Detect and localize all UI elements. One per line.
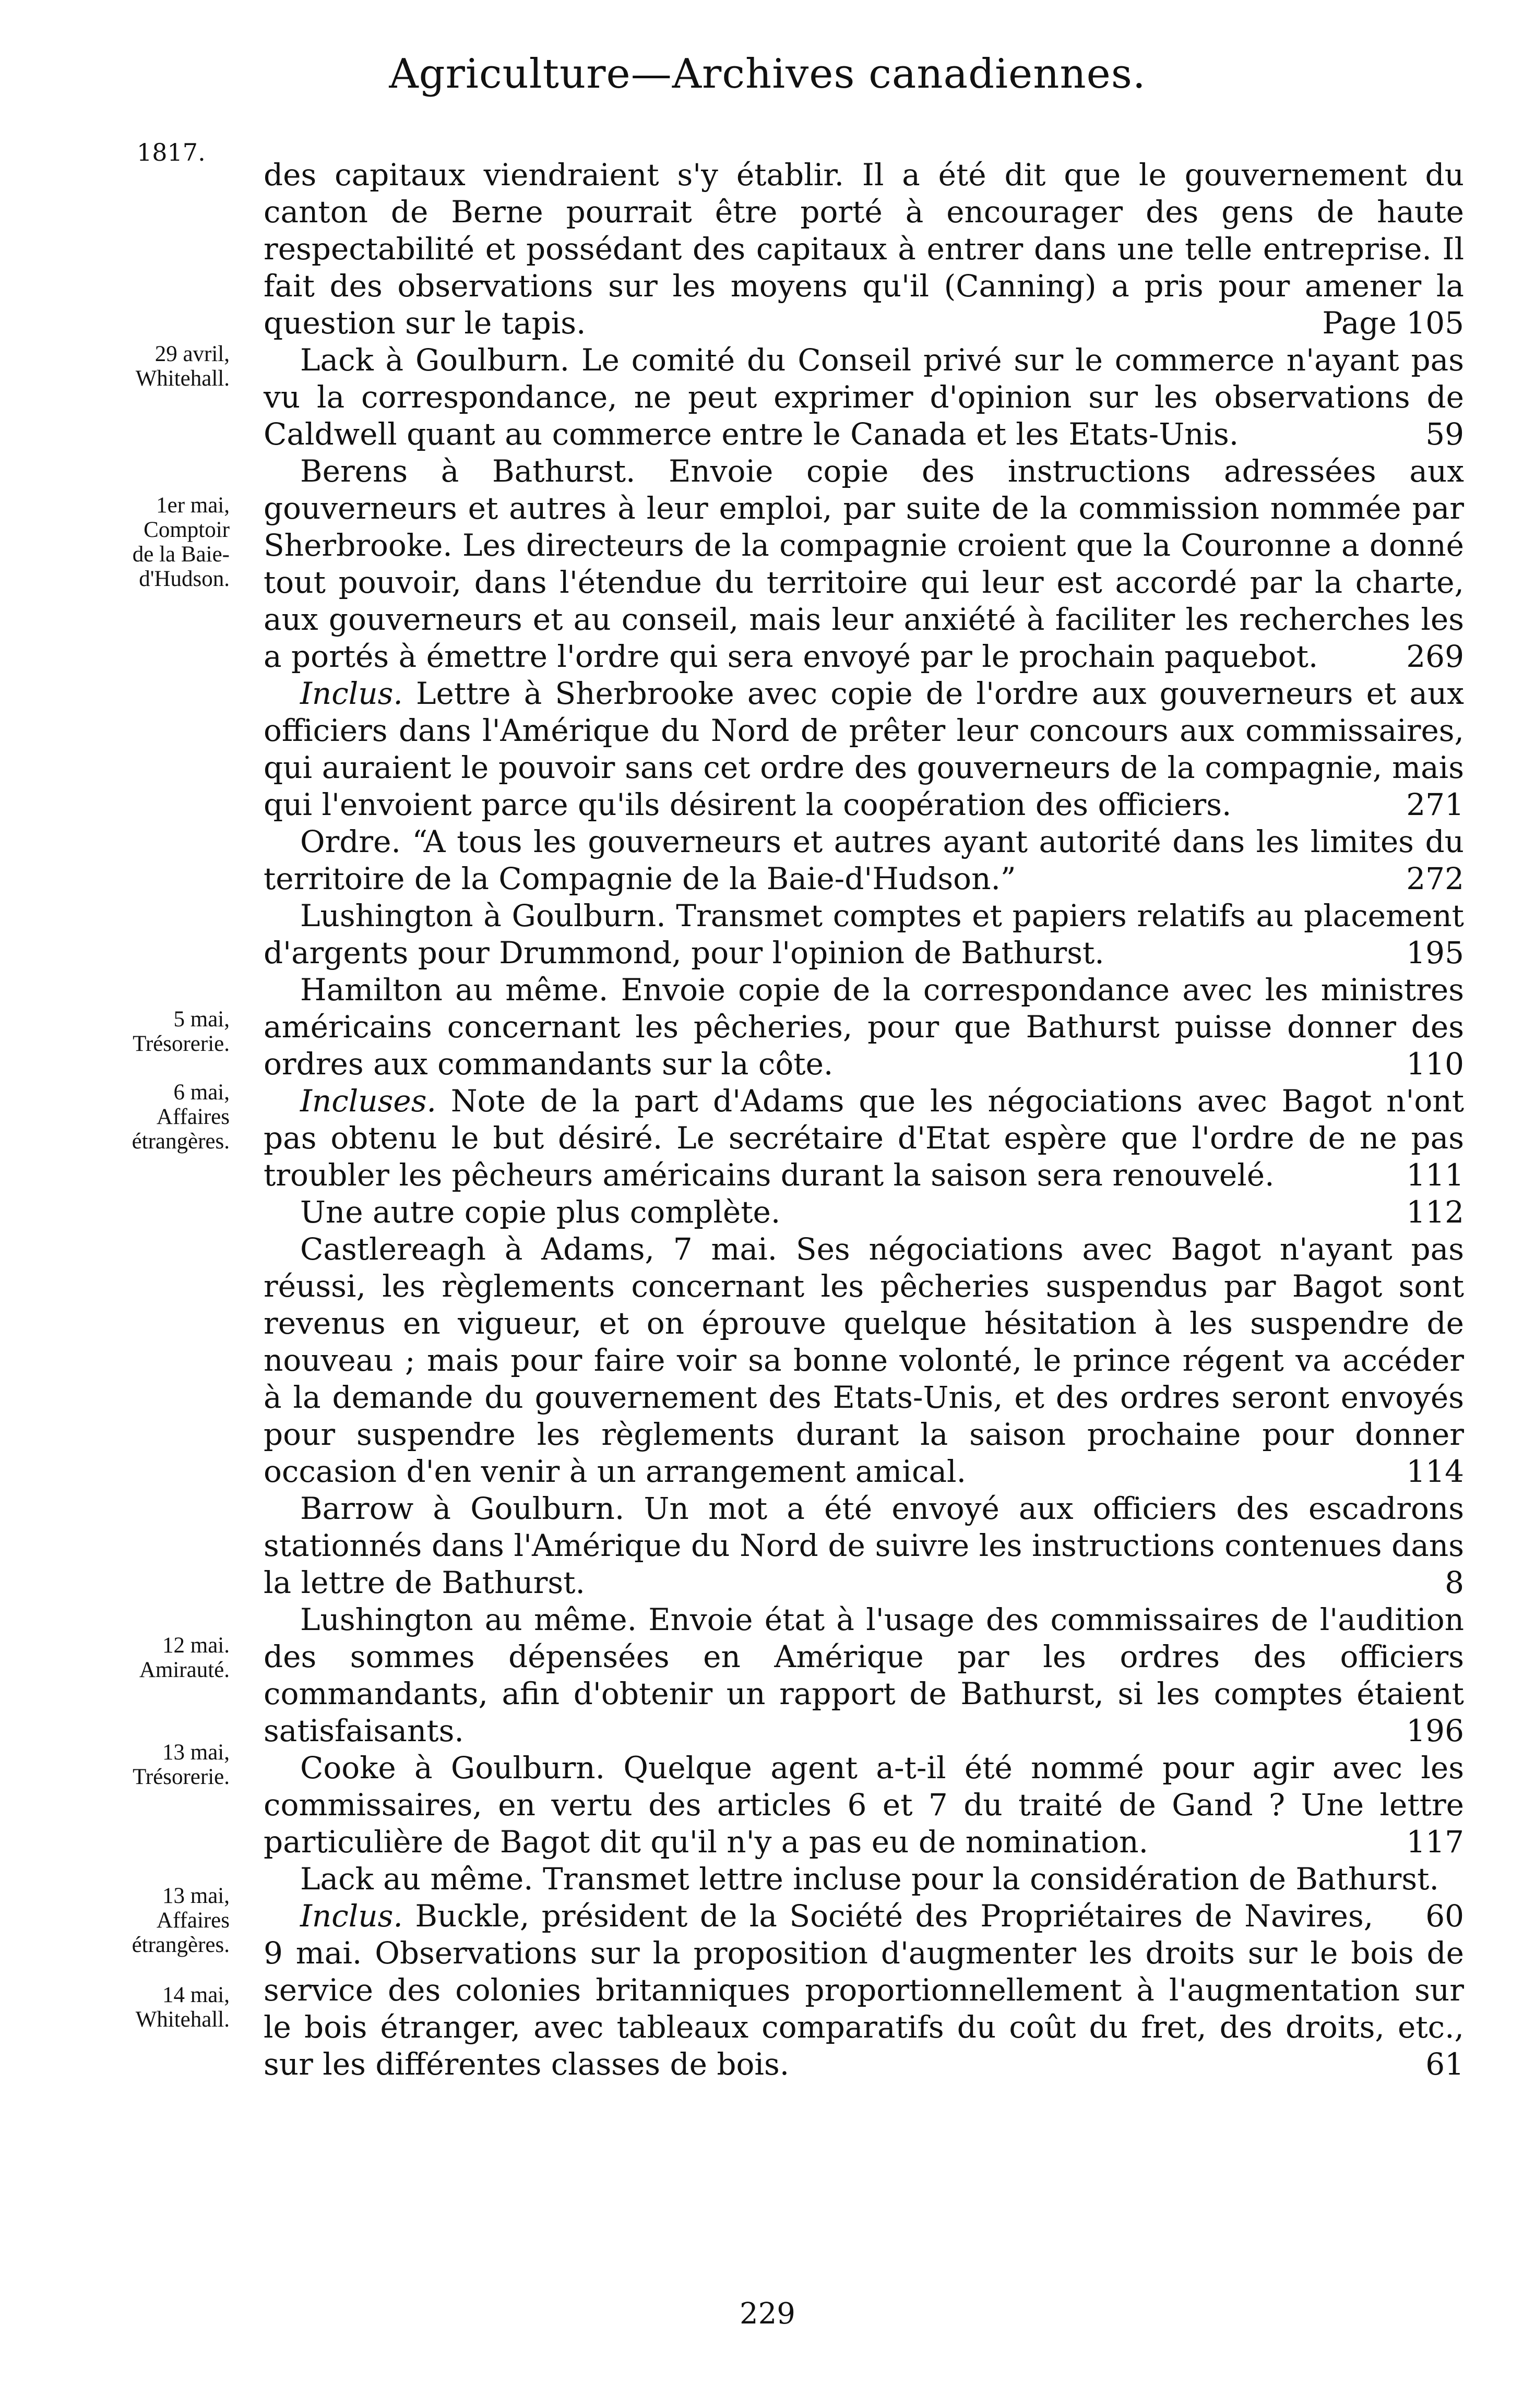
- margin-note-date: 5 mai, Trésorerie.: [133, 1007, 230, 1056]
- page-reference: 111: [1406, 1157, 1464, 1193]
- entry: [264, 1861, 1464, 1934]
- entry: [264, 897, 1464, 972]
- entry-text: Berens à Bathurst. Envoie copie des instructions adressées aux gouverneurs et autres à leur emploi, par suite de la commission nommée par Sherbrooke. Les directeurs de la compagnie croient que la Couronne a donné tout pouvoir, dans l'étendue du territoire qui leur est accordé par la charte, aux gouverneurs et au conseil, mais leur anxiété à faciliter les recherches les a portés à émettre l'ordre qui sera envoyé par le prochain paquebot.: [264, 453, 1464, 674]
- entry-label: Incluses.: [300, 1083, 436, 1119]
- entry-text: Lushington à Goulburn. Transmet comptes et papiers relatifs au placement d'argents pour Drummond, pour l'opinion de Bathurst.: [264, 898, 1464, 971]
- page-number: 229: [740, 2297, 795, 2331]
- entry-text: des capitaux viendraient s'y établir. Il a été dit que le gouvernement du canton de Berne pourrait être porté à encourager des gens de haute respectabilité et possédant des capitaux à entrer dans une telle entreprise. Il fait des observations sur les moyens qu'il (Canning) a pris pour amener la question sur le tapis.: [264, 157, 1464, 341]
- margin-note-date: 13 mai, Affaires étrangères.: [132, 1884, 230, 1957]
- margin-note-date: 12 mai. Amirauté.: [139, 1633, 230, 1682]
- entry-text: Ordre. “A tous les gouverneurs et autres ayant autorité dans les limites du territoire de la Compagnie de la Baie-d'Hudson.”: [264, 824, 1464, 896]
- page-reference: 8: [1445, 1565, 1464, 1600]
- entry-text: Barrow à Goulburn. Un mot a été envoyé aux officiers des escadrons stationnés dans l'Amérique du Nord de suivre les instructions contenues dans la lettre de Bathurst.: [264, 1491, 1464, 1600]
- entry-label: Inclus.: [300, 1898, 403, 1934]
- margin-note-date: 6 mai, Affaires étrangères.: [132, 1080, 230, 1154]
- page-reference: 271: [1406, 787, 1464, 822]
- margin-note-date: 13 mai, Trésorerie.: [133, 1740, 230, 1789]
- body-text: [264, 157, 1464, 2083]
- entry: [264, 342, 1464, 453]
- page-reference: 269: [1406, 639, 1464, 674]
- page-reference: 117: [1406, 1824, 1464, 1860]
- entry-text: Cooke à Goulburn. Quelque agent a-t-il été nommé pour agir avec les commissaires, en vertu des articles 6 et 7 du traité de Gand ? Une lettre particulière de Bagot dit qu'il n'y a pas eu de nomination.: [264, 1750, 1464, 1860]
- entry: [264, 1231, 1464, 1490]
- entry: [264, 1194, 1464, 1231]
- page-reference: 114: [1406, 1454, 1464, 1489]
- entry-text: Castlereagh à Adams, 7 mai. Ses négociations avec Bagot n'ayant pas réussi, les règlements concernant les pêcheries suspendus par Bagot sont revenus en vigueur, et on éprouve quelque hésitation à les suspendre de nouveau ; mais pour faire voir sa bonne volonté, le prince régent va accéder à la demande du gouvernement des Etats-Unis, et des ordres seront envoyés pour suspendre les règlements durant la saison prochaine pour donner occasion d'en venir à un arrangement amical.: [264, 1231, 1464, 1489]
- page-reference: 272: [1406, 861, 1464, 896]
- page-reference: 196: [1406, 1713, 1464, 1748]
- page-reference: 61: [1425, 2046, 1464, 2082]
- entry-text: Lack à Goulburn. Le comité du Conseil privé sur le commerce n'ayant pas vu la correspondance, ne peut exprimer d'opinion sur les observations de Caldwell quant au commerce entre le Canada et les Etats-Unis.: [264, 342, 1464, 452]
- entry-text: Lushington au même. Envoie état à l'usage des commissaires de l'audition des sommes dépensées en Amérique par les ordres des officiers commandants, afin d'obtenir un rapport de Bathurst, si les comptes étaient satisfaisants.: [264, 1602, 1464, 1748]
- entry: [264, 675, 1464, 823]
- entry-text: Lettre à Sherbrooke avec copie de l'ordre aux gouverneurs et aux officiers dans l'Amérique du Nord de prêter leur concours aux commissaires, qui auraient le pouvoir sans cet ordre des gouverneurs de la compagnie, mais qui l'envoient parce qu'ils désirent la coopération des officiers.: [264, 676, 1465, 822]
- year-marker: 1817.: [137, 138, 206, 166]
- entry-text: Lack au même. Transmet lettre incluse pour la considération de Bathurst.: [300, 1861, 1439, 1897]
- entry: [264, 157, 1464, 342]
- entry: [264, 1490, 1464, 1601]
- entry: [264, 1750, 1464, 1861]
- entry-text: Hamilton au même. Envoie copie de la correspondance avec les ministres américains concernant les pêcheries, pour que Bathurst puisse donner des ordres aux commandants sur la côte.: [264, 972, 1464, 1082]
- entry-label: Inclus.: [300, 676, 403, 711]
- entry: [264, 1083, 1464, 1194]
- page-reference: 59: [1425, 416, 1464, 452]
- margin-note-date: 1er mai, Comptoir de la Baie- d'Hudson.: [132, 493, 230, 591]
- page-reference: 110: [1406, 1046, 1464, 1082]
- entry: [264, 823, 1464, 897]
- margin-note-date: 14 mai, Whitehall.: [135, 1983, 230, 2032]
- entry-text: Une autre copie plus complète.: [300, 1194, 781, 1230]
- page-reference: Page 105: [1322, 305, 1464, 341]
- entry: [264, 1601, 1464, 1750]
- entry: [264, 972, 1464, 1083]
- entry: [264, 453, 1464, 675]
- page-reference: 60: [1425, 1898, 1464, 1934]
- page-reference: 112: [1406, 1194, 1464, 1230]
- entry-text: Note de la part d'Adams que les négociations avec Bagot n'ont pas obtenu le but désiré. Le secrétaire d'Etat espère que l'ordre de ne pas troubler les pêcheurs américains durant la saison sera renouvelé.: [264, 1083, 1465, 1193]
- margin-note-date: 29 avril, Whitehall.: [135, 342, 230, 391]
- entry: [264, 1898, 1464, 2083]
- running-header: Agriculture—Archives canadiennes.: [389, 51, 1146, 98]
- page-reference: 195: [1406, 935, 1464, 971]
- entry-text: Buckle, président de la Société des Propriétaires de Navires, 9 mai. Observations sur la proposition d'augmenter les droits sur le bois de service des colonies britanniques proportionnellement à l'augmentation sur le bois étranger, avec tableaux comparatifs du coût du fret, des droits, etc., sur les différentes classes de bois.: [264, 1898, 1464, 2082]
